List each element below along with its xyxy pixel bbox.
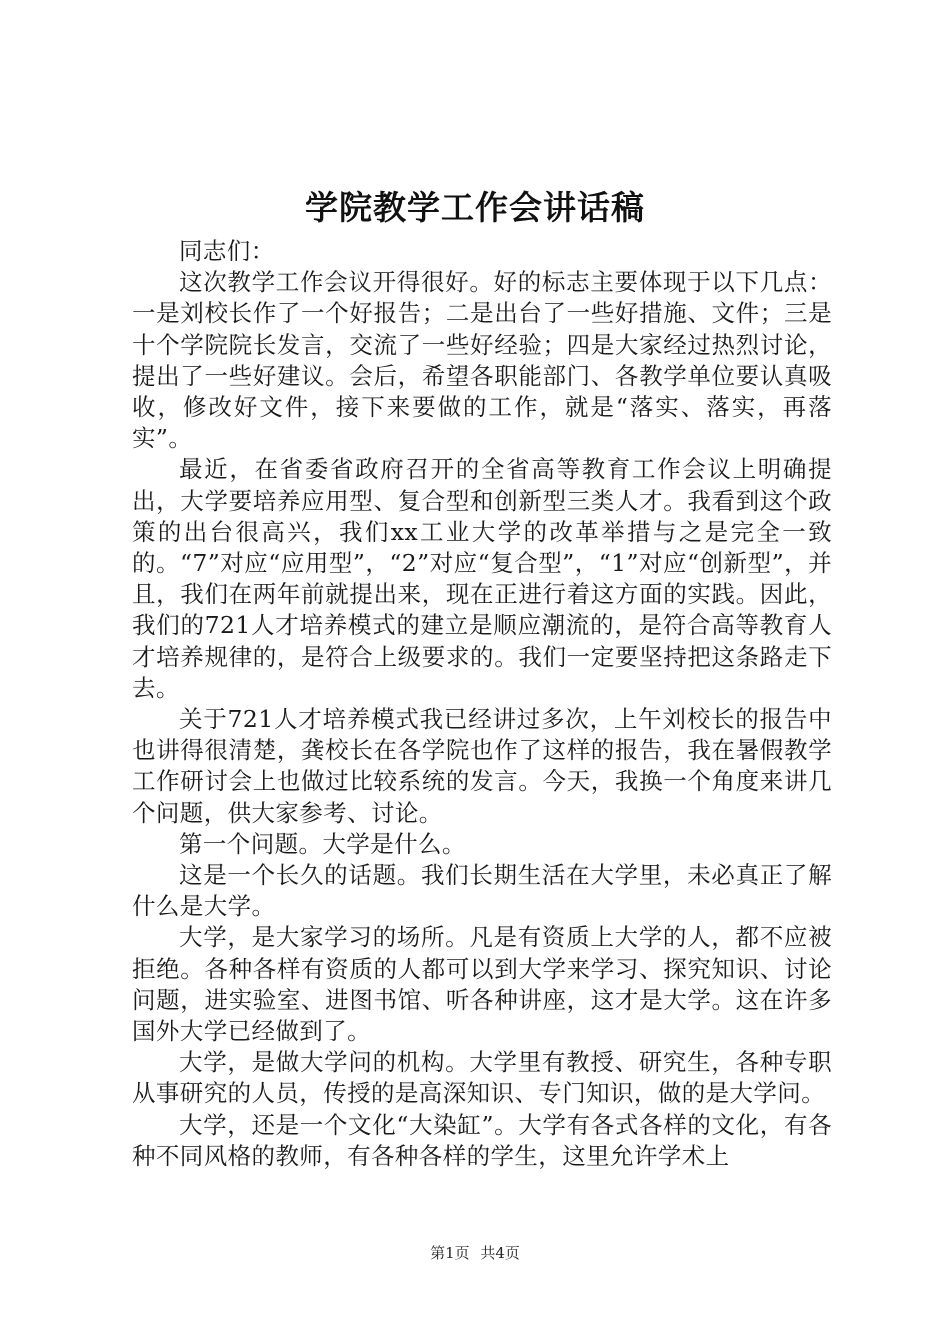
paragraph: 大学，还是一个文化“大染缸”。大学有各式各样的文化，有各种不同风格的教师，有各种各样的学生，这里允许学术上 bbox=[132, 1110, 832, 1170]
document-title: 学院教学工作会讲话稿 bbox=[305, 188, 645, 227]
paragraph: 大学，是大家学习的场所。凡是有资质上大学的人，都不应被拒绝。各种各样有资质的人都可以到大学来学习、探究知识、讨论问题，进实验室、进图书馆、听各种讲座，这才是大学。这在许多国外大学已经做到了。 bbox=[132, 923, 832, 1046]
section-heading: 第一个问题。大学是什么。 bbox=[179, 829, 466, 858]
page-number: 第1页 bbox=[430, 1244, 470, 1262]
paragraph: 这次教学工作会议开得很好。好的标志主要体现于以下几点：一是刘校长作了一个好报告；二是出台了一些好措施、文件；三是十个学院院长发言，交流了一些好经验；四是大家经过热烈讨论，提出了一些好建议。会后，希望各职能部门、各教学单位要认真吸收，修改好文件，接下来要做的工作，就是“落实、落实，再落实”。 bbox=[132, 268, 832, 453]
document-body bbox=[132, 236, 832, 1172]
paragraph-salutation: 同志们： bbox=[179, 237, 275, 265]
paragraph: 最近，在省委省政府召开的全省高等教育工作会议上明确提出，大学要培养应用型、复合型和创新型三类人才。我看到这个政策的出台很高兴，我们xx工业大学的改革举措与之是完全一致的。“7”对应“应用型”，“2”对应“复合型”，“1”对应“创新型”，并且，我们在两年前就提出来，现在正进行着这方面的实践。因此，我们的721人才培养模式的建立是顺应潮流的，是符合高等教育人才培养规律的，是符合上级要求的。我们一定要坚持把这条路走下去。 bbox=[132, 455, 832, 702]
page-total: 共4页 bbox=[480, 1244, 520, 1262]
paragraph: 大学，是做大学问的机构。大学里有教授、研究生，各种专职从事研究的人员，传授的是高深知识、专门知识，做的是大学问。 bbox=[132, 1048, 832, 1108]
page-footer bbox=[0, 1242, 950, 1264]
paragraph: 关于721人才培养模式我已经讲过多次，上午刘校长的报告中也讲得很清楚，龚校长在各学院也作了这样的报告，我在暑假教学工作研讨会上也做过比较系统的发言。今天，我换一个角度来讲几个问题，供大家参考、讨论。 bbox=[132, 705, 832, 827]
paragraph: 这是一个长久的话题。我们长期生活在大学里，未必真正了解什么是大学。 bbox=[132, 861, 832, 921]
